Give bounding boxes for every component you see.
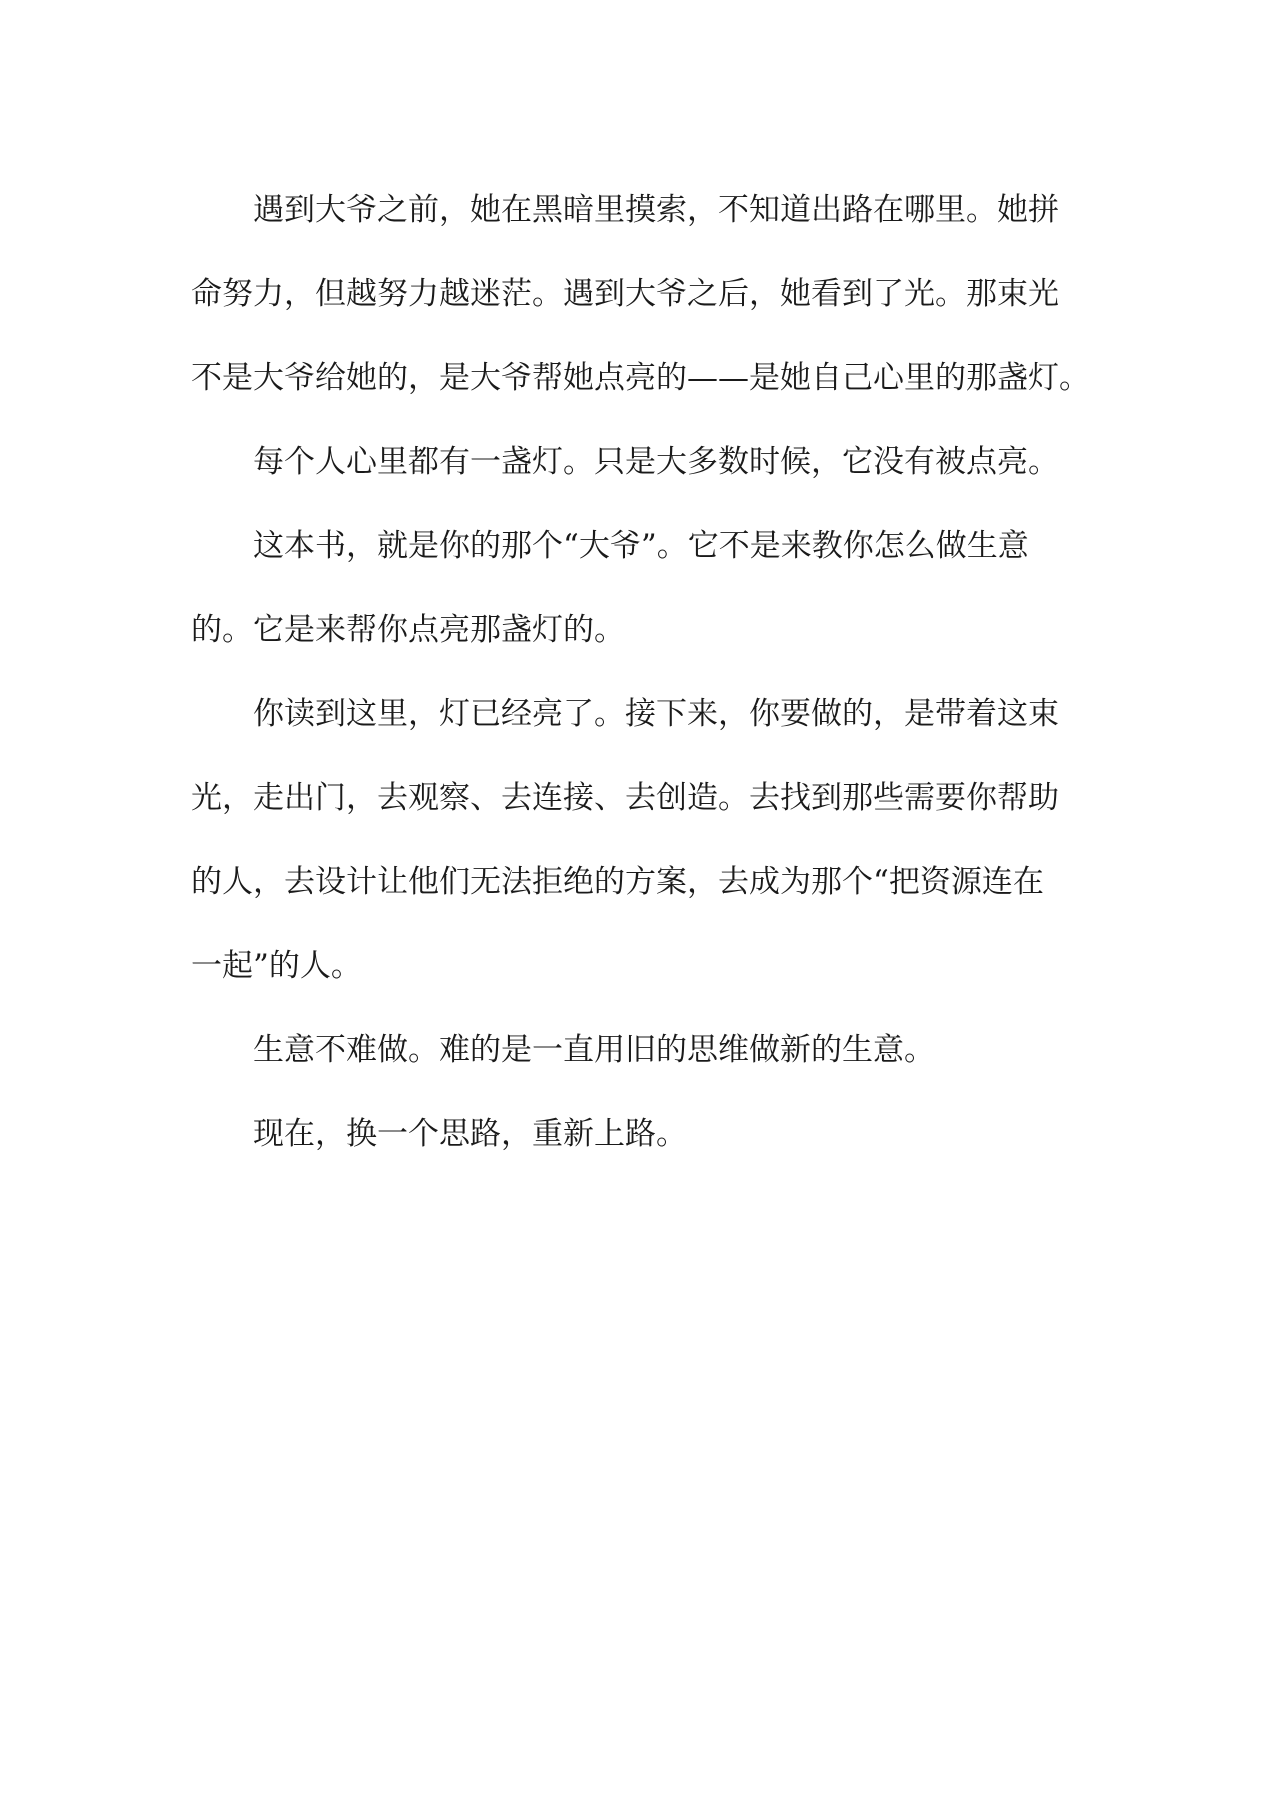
paragraph-line: 光，走出门，去观察、去连接、去创造。去找到那些需要你帮助	[191, 780, 1059, 816]
paragraph-line: 每个人心里都有一盏灯。只是大多数时候，它没有被点亮。	[253, 444, 1059, 480]
paragraph-line: 遇到大爷之前，她在黑暗里摸索，不知道出路在哪里。她拼	[253, 192, 1059, 228]
paragraph-line: 这本书，就是你的那个“大爷”。它不是来教你怎么做生意	[253, 528, 1029, 564]
paragraph-line: 现在，换一个思路，重新上路。	[253, 1116, 687, 1152]
body-text	[191, 168, 1090, 1176]
paragraph-line: 你读到这里，灯已经亮了。接下来，你要做的，是带着这束	[253, 696, 1059, 732]
paragraph-line: 一起”的人。	[191, 948, 362, 984]
paragraph-1	[191, 168, 1090, 420]
paragraph-line: 的。它是来帮你点亮那盏灯的。	[191, 612, 625, 648]
paragraph-line: 不是大爷给她的，是大爷帮她点亮的——是她自己心里的那盏灯。	[191, 360, 1090, 396]
paragraph-line: 的人，去设计让他们无法拒绝的方案，去成为那个“把资源连在	[191, 864, 1044, 900]
paragraph-6	[191, 1092, 1081, 1176]
paragraph-4	[191, 672, 1081, 1008]
paragraph-line: 生意不难做。难的是一直用旧的思维做新的生意。	[253, 1032, 935, 1068]
paragraph-2	[191, 420, 1081, 504]
paragraph-line: 命努力，但越努力越迷茫。遇到大爷之后，她看到了光。那束光	[191, 276, 1059, 312]
paragraph-5	[191, 1008, 1081, 1092]
paragraph-3	[191, 504, 1081, 672]
